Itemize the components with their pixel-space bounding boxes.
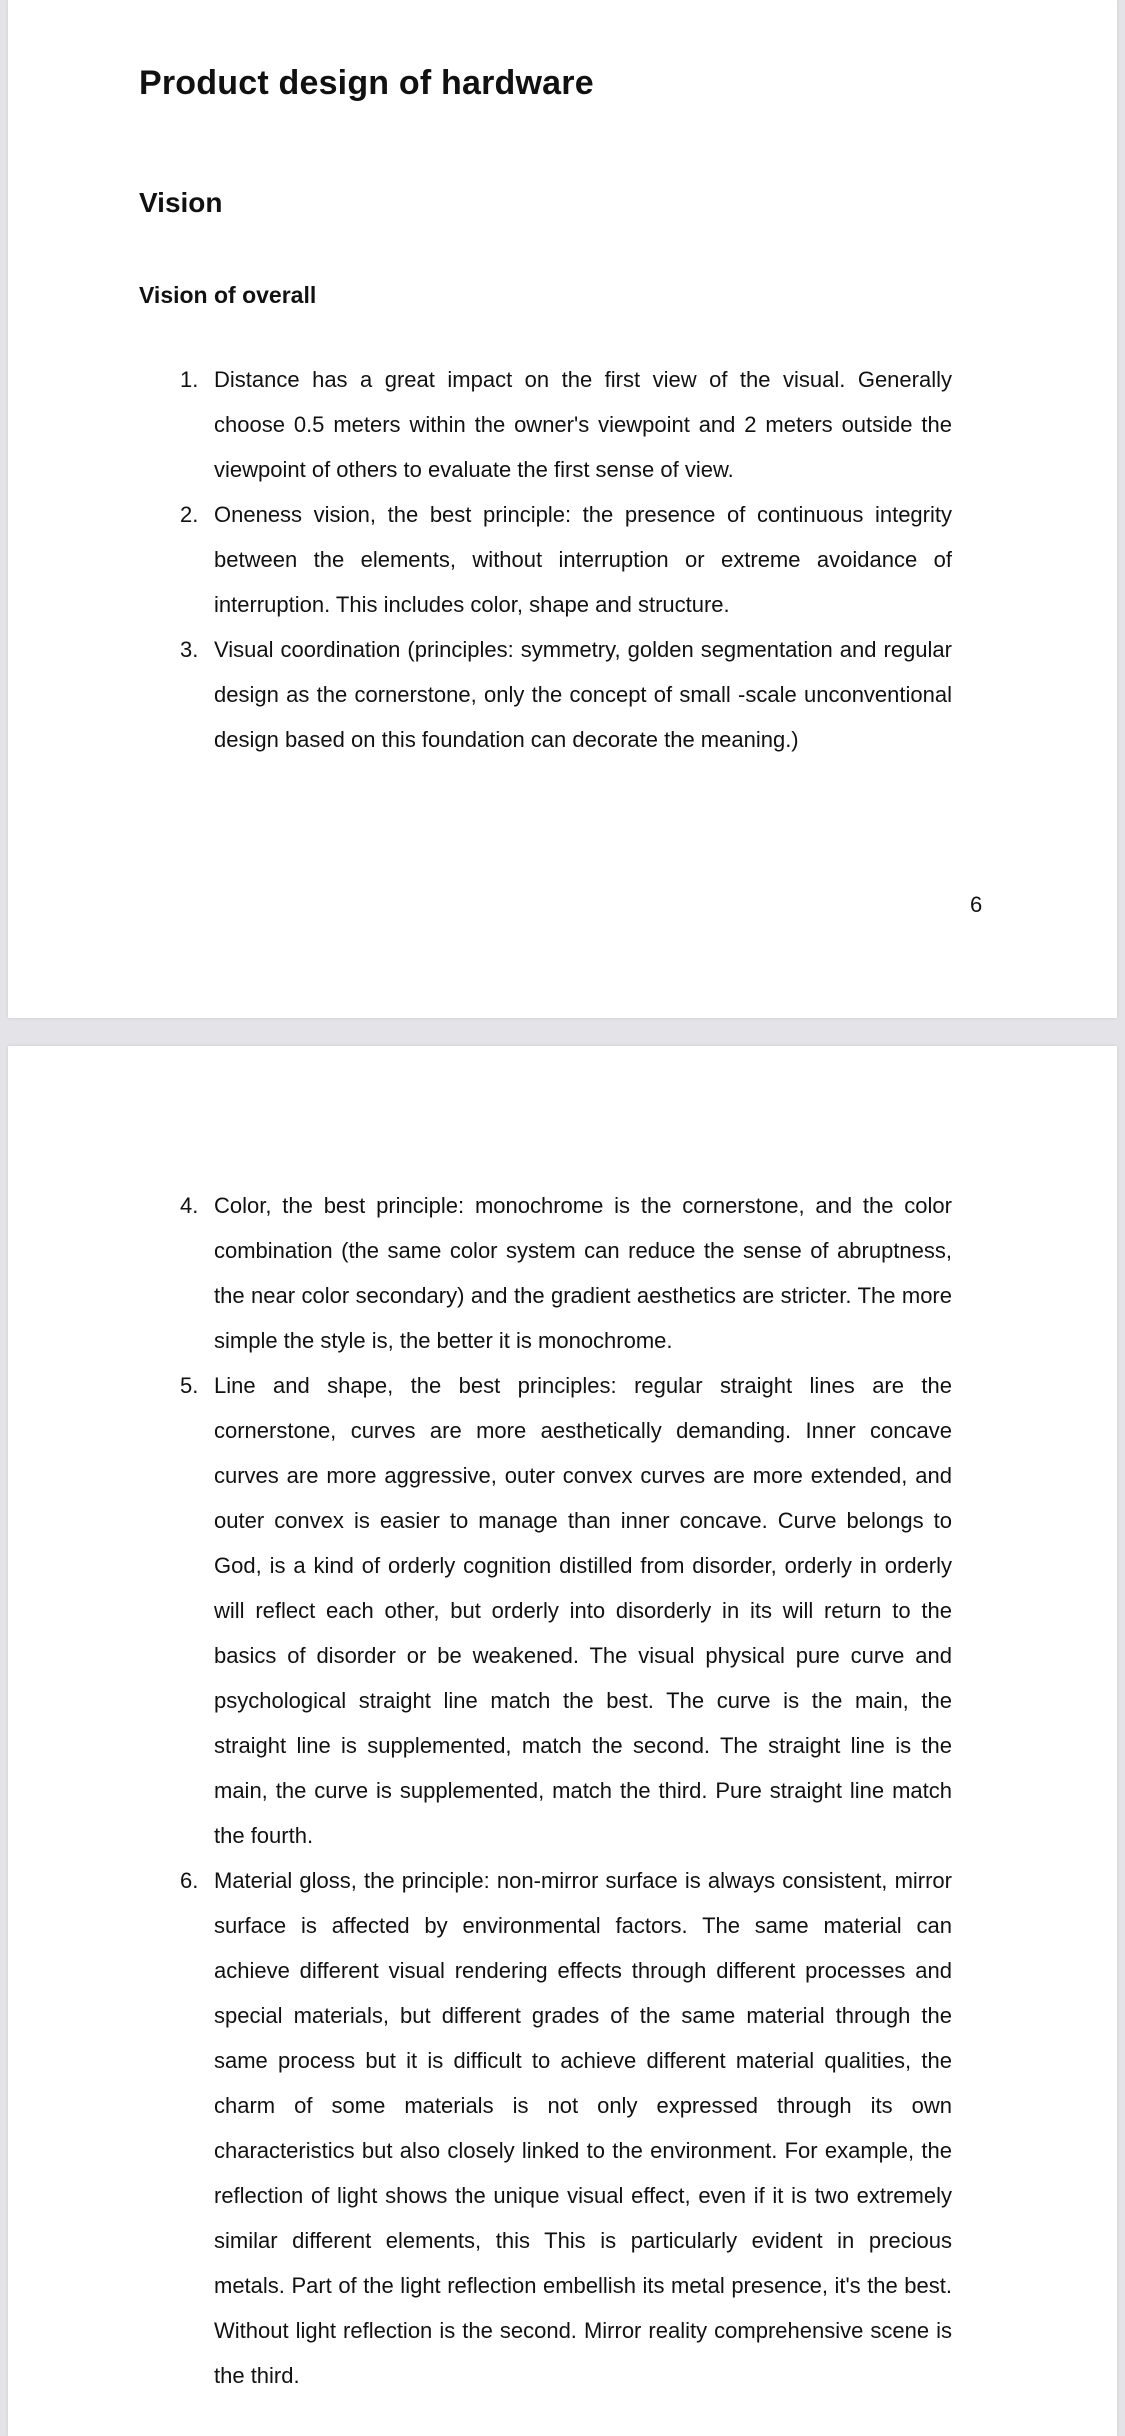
list-item-text: Oneness vision, the best principle: the presence of continuous integrity between the elements, without interruption or extreme avoidance of interruption. This includes color, shape and structure.: [214, 502, 952, 617]
list-item-number: 1.: [180, 367, 199, 392]
list-item-number: 3.: [180, 637, 199, 662]
list-item-number: 2.: [180, 502, 199, 527]
list-item: [180, 627, 952, 762]
document-title: Product design of hardware: [139, 64, 594, 102]
list-item: [180, 1183, 952, 1363]
section-heading-vision: Vision: [139, 187, 223, 218]
list-item-text: Line and shape, the best principles: regular straight lines are the cornerstone, curves are more aesthetically demanding. Inner concave curves are more aggressive, outer convex curves are more extended, and outer convex is easier to manage than inner concave. Curve belongs to God, is a kind of orderly cognition distilled from disorder, orderly in orderly will reflect each other, but orderly into disorderly in its will return to the basics of disorder or be weakened. The visual physical pure curve and psychological straight line match the best. The curve is the main, the straight line is supplemented, match the second. The straight line is the main, the curve is supplemented, match the third. Pure straight line match the fourth.: [214, 1373, 952, 1848]
list-item-text: Distance has a great impact on the first view of the visual. Generally choose 0.5 meters within the owner's viewpoint and 2 meters outside the viewpoint of others to evaluate the first sense of view.: [214, 367, 952, 482]
list-item-text: Material gloss, the principle: non-mirror surface is always consistent, mirror surface is affected by environmental factors. The same material can achieve different visual rendering effects through different processes and special materials, but different grades of the same material through the same process but it is difficult to achieve different material qualities, the charm of some materials is not only expressed through its own characteristics but also closely linked to the environment. For example, the reflection of light shows the unique visual effect, even if it is two extremely similar different elements, this This is particularly evident in precious metals. Part of the light reflection embellish its metal presence, it's the best. Without light reflection is the second. Mirror reality comprehensive scene is the third.: [214, 1868, 952, 2388]
list-item: [180, 1363, 952, 1858]
list-item-number: 4.: [180, 1193, 199, 1218]
page-number: 6: [970, 892, 983, 917]
list-item-number: 5.: [180, 1373, 199, 1398]
numbered-list-part-2: [180, 1183, 952, 2398]
list-item: [180, 357, 952, 492]
list-item-number: 6.: [180, 1868, 199, 1893]
document-page-7: [8, 1046, 1117, 2436]
numbered-list-part-1: [180, 357, 952, 762]
subsection-heading-vision-of-overall: Vision of overall: [139, 282, 317, 308]
list-item-text: Color, the best principle: monochrome is the cornerstone, and the color combination (the same color system can reduce the sense of abruptness, the near color secondary) and the gradient aesthetics are stricter. The more simple the style is, the better it is monochrome.: [214, 1193, 952, 1353]
list-item: [180, 492, 952, 627]
list-item: [180, 1858, 952, 2398]
document-page-6: [8, 0, 1117, 1018]
list-item-text: Visual coordination (principles: symmetry, golden segmentation and regular design as the cornerstone, only the concept of small -scale unconventional design based on this foundation can decorate the meaning.): [214, 637, 952, 752]
